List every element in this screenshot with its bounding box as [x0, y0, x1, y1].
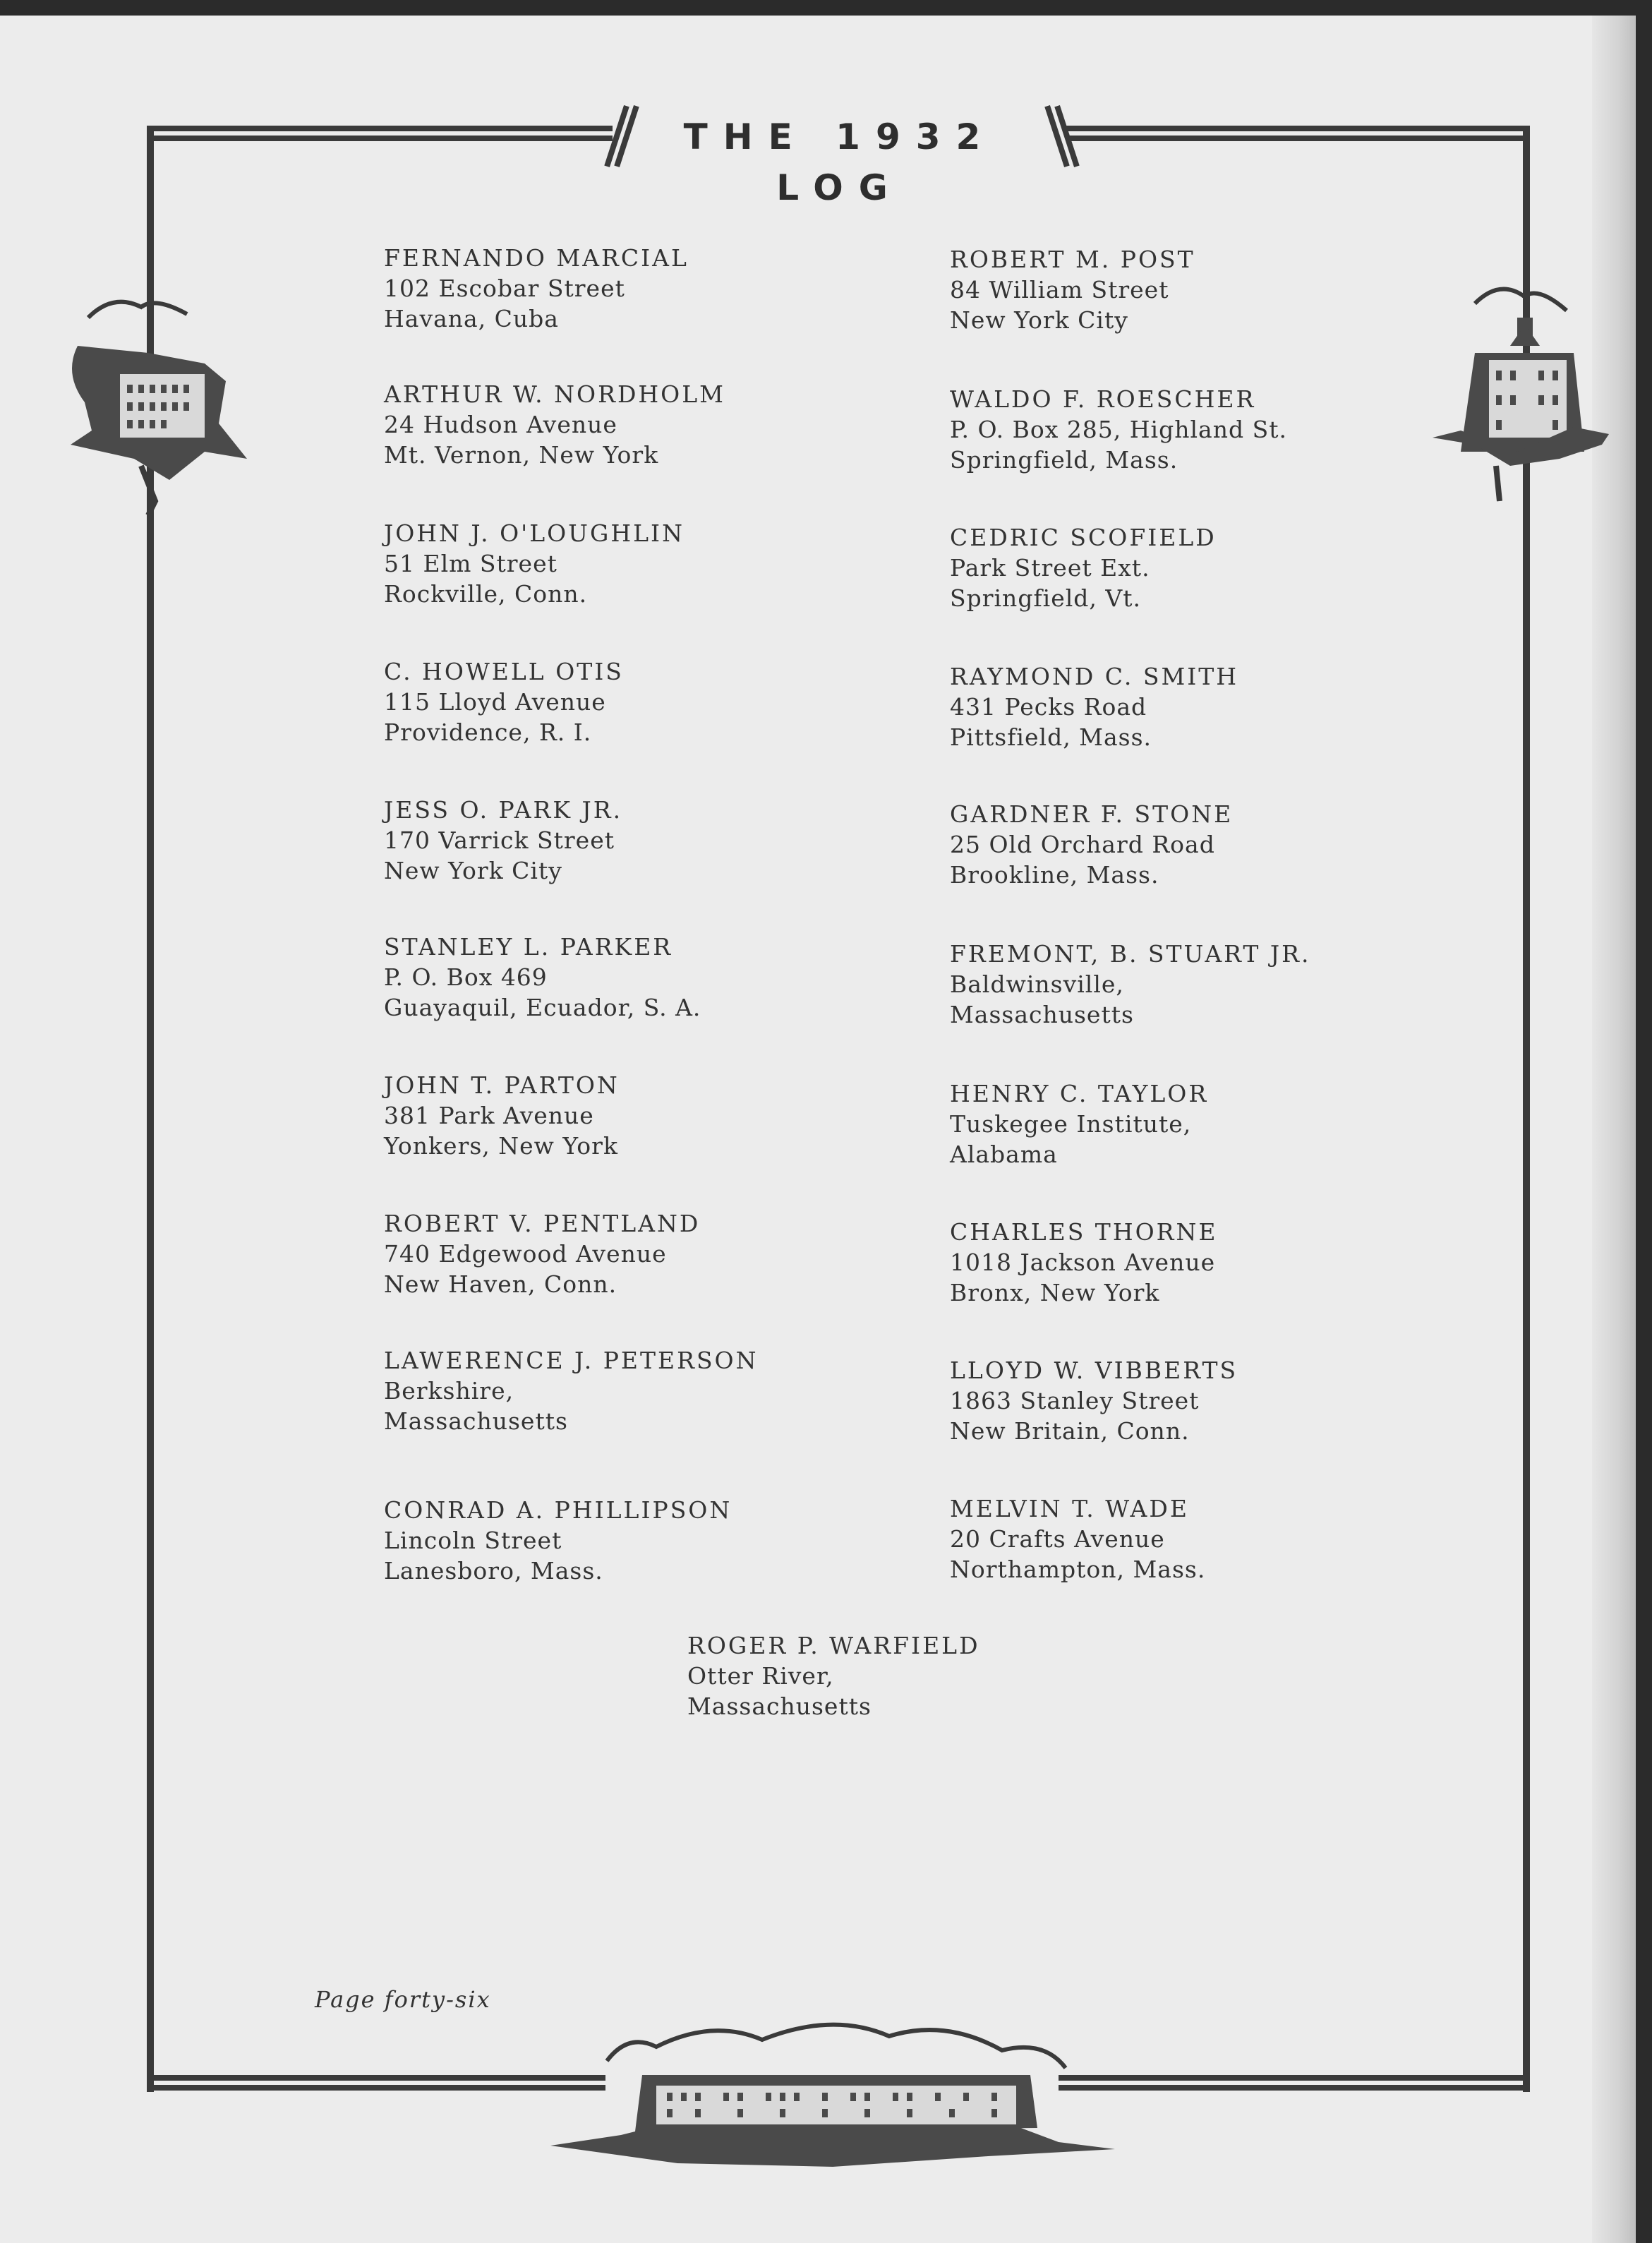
directory-entry [384, 656, 821, 747]
entry-name: RAYMOND C. SMITH [950, 663, 1239, 690]
directory-entry [384, 795, 821, 886]
directory-entry [950, 1355, 1387, 1446]
entry-address-line: Lincoln Street [384, 1527, 562, 1554]
entry-address-line: New Britain, Conn. [950, 1417, 1190, 1445]
directory-entry [384, 1345, 821, 1436]
entry-name: CHARLES THORNE [950, 1218, 1218, 1246]
entry-address-line: 1863 Stanley Street [950, 1387, 1200, 1414]
directory-entry [384, 518, 821, 609]
entry-address-line: New York City [384, 857, 562, 884]
entry-address-line: 24 Hudson Avenue [384, 411, 617, 438]
entry-address-line: Berkshire, [384, 1377, 514, 1405]
directory-entry [950, 384, 1387, 475]
directory-entry [384, 379, 821, 470]
entry-address-line: Providence, R. I. [384, 718, 592, 746]
entry-address-line: Tuskegee Institute, [950, 1110, 1192, 1138]
frame-top-right-rule [1066, 126, 1530, 141]
entry-address-line: 381 Park Avenue [384, 1102, 594, 1129]
entry-name: HENRY C. TAYLOR [950, 1080, 1209, 1107]
campus-illustration-bottom [550, 1997, 1115, 2181]
entry-address-line: 25 Old Orchard Road [950, 831, 1215, 858]
directory-entry [950, 1078, 1387, 1169]
entry-address-line: 431 Pecks Road [950, 693, 1147, 721]
directory-entry [384, 1495, 821, 1586]
entry-address-line: Springfield, Vt. [950, 584, 1141, 612]
page-number-label: Page forty-six [315, 1986, 491, 2013]
entry-name: STANLEY L. PARKER [384, 933, 673, 961]
entry-address-line: Guayaquil, Ecuador, S. A. [384, 994, 701, 1021]
entry-name: CONRAD A. PHILLIPSON [384, 1496, 732, 1524]
entry-address-line: Massachusetts [687, 1692, 872, 1720]
entry-address-line: New Haven, Conn. [384, 1270, 617, 1298]
entry-address-line: 740 Edgewood Avenue [384, 1240, 667, 1268]
entry-name: MELVIN T. WADE [950, 1495, 1189, 1522]
entry-name: GARDNER F. STONE [950, 800, 1234, 828]
entry-name: ROBERT M. POST [950, 246, 1195, 273]
building-illustration-left [49, 296, 254, 522]
entry-name: CEDRIC SCOFIELD [950, 524, 1217, 551]
entry-address-line: Massachusetts [384, 1407, 568, 1435]
entry-name: WALDO F. ROESCHER [950, 385, 1256, 413]
entry-address-line: 115 Lloyd Avenue [384, 688, 606, 716]
entry-name: FREMONT, B. STUART JR. [950, 940, 1311, 968]
frame-bottom-left-rule [147, 2075, 605, 2091]
directory-entry [950, 522, 1387, 613]
entry-name: FERNANDO MARCIAL [384, 244, 689, 272]
entry-address-line: 102 Escobar Street [384, 275, 625, 302]
header-title: THE 1932 LOG [683, 116, 996, 208]
entry-name: JOHN J. O'LOUGHLIN [384, 519, 685, 547]
entry-address-line: 1018 Jackson Avenue [950, 1249, 1216, 1276]
entry-name: JESS O. PARK JR. [384, 796, 623, 824]
entry-address-line: P. O. Box 285, Highland St. [950, 416, 1287, 443]
entry-name: LLOYD W. VIBBERTS [950, 1357, 1238, 1384]
directory-entry [950, 1493, 1387, 1584]
entry-address-line: Mt. Vernon, New York [384, 441, 659, 469]
entry-address-line: 84 William Street [950, 276, 1169, 303]
entry-address-line: 51 Elm Street [384, 550, 557, 577]
building-illustration-right [1433, 282, 1623, 515]
frame-top-left-rule [147, 126, 613, 141]
directory-entry [384, 1208, 821, 1299]
entry-address-line: Northampton, Mass. [950, 1556, 1206, 1583]
entry-address-line: Havana, Cuba [384, 305, 559, 332]
entry-address-line: Bronx, New York [950, 1279, 1160, 1306]
entry-address-line: Rockville, Conn. [384, 580, 588, 608]
entry-address-line: Baldwinsville, [950, 970, 1124, 998]
entry-name: JOHN T. PARTON [384, 1071, 620, 1099]
entry-address-line: Massachusetts [950, 1001, 1134, 1028]
entry-address-line: Pittsfield, Mass. [950, 723, 1152, 751]
directory-entry [950, 661, 1387, 752]
entry-name: LAWERENCE J. PETERSON [384, 1347, 759, 1374]
entry-address-line: Lanesboro, Mass. [384, 1557, 603, 1584]
directory-entry [950, 939, 1387, 1030]
entry-name: C. HOWELL OTIS [384, 658, 624, 685]
entry-name: ROBERT V. PENTLAND [384, 1210, 701, 1237]
directory-entry [950, 799, 1387, 890]
entry-address-line: 20 Crafts Avenue [950, 1525, 1165, 1553]
entry-address-line: Alabama [950, 1141, 1058, 1168]
directory-entry [384, 932, 821, 1023]
entry-address-line: P. O. Box 469 [384, 963, 548, 991]
directory-entry [384, 1070, 821, 1161]
directory-entry [950, 244, 1387, 335]
entry-address-line: Otter River, [687, 1662, 834, 1690]
entry-address-line: 170 Varrick Street [384, 826, 615, 854]
entry-address-line: Yonkers, New York [384, 1132, 618, 1160]
entry-address-line: New York City [950, 306, 1128, 334]
entry-name: ROGER P. WARFIELD [687, 1632, 980, 1659]
entry-address-line: Park Street Ext. [950, 554, 1150, 582]
entry-address-line: Springfield, Mass. [950, 446, 1178, 474]
directory-entry-center [687, 1630, 1125, 1721]
frame-bottom-right-rule [1059, 2075, 1530, 2091]
directory-entry [950, 1217, 1387, 1308]
entry-name: ARTHUR W. NORDHOLM [384, 380, 725, 408]
entry-address-line: Brookline, Mass. [950, 861, 1159, 889]
directory-entry [384, 243, 821, 334]
